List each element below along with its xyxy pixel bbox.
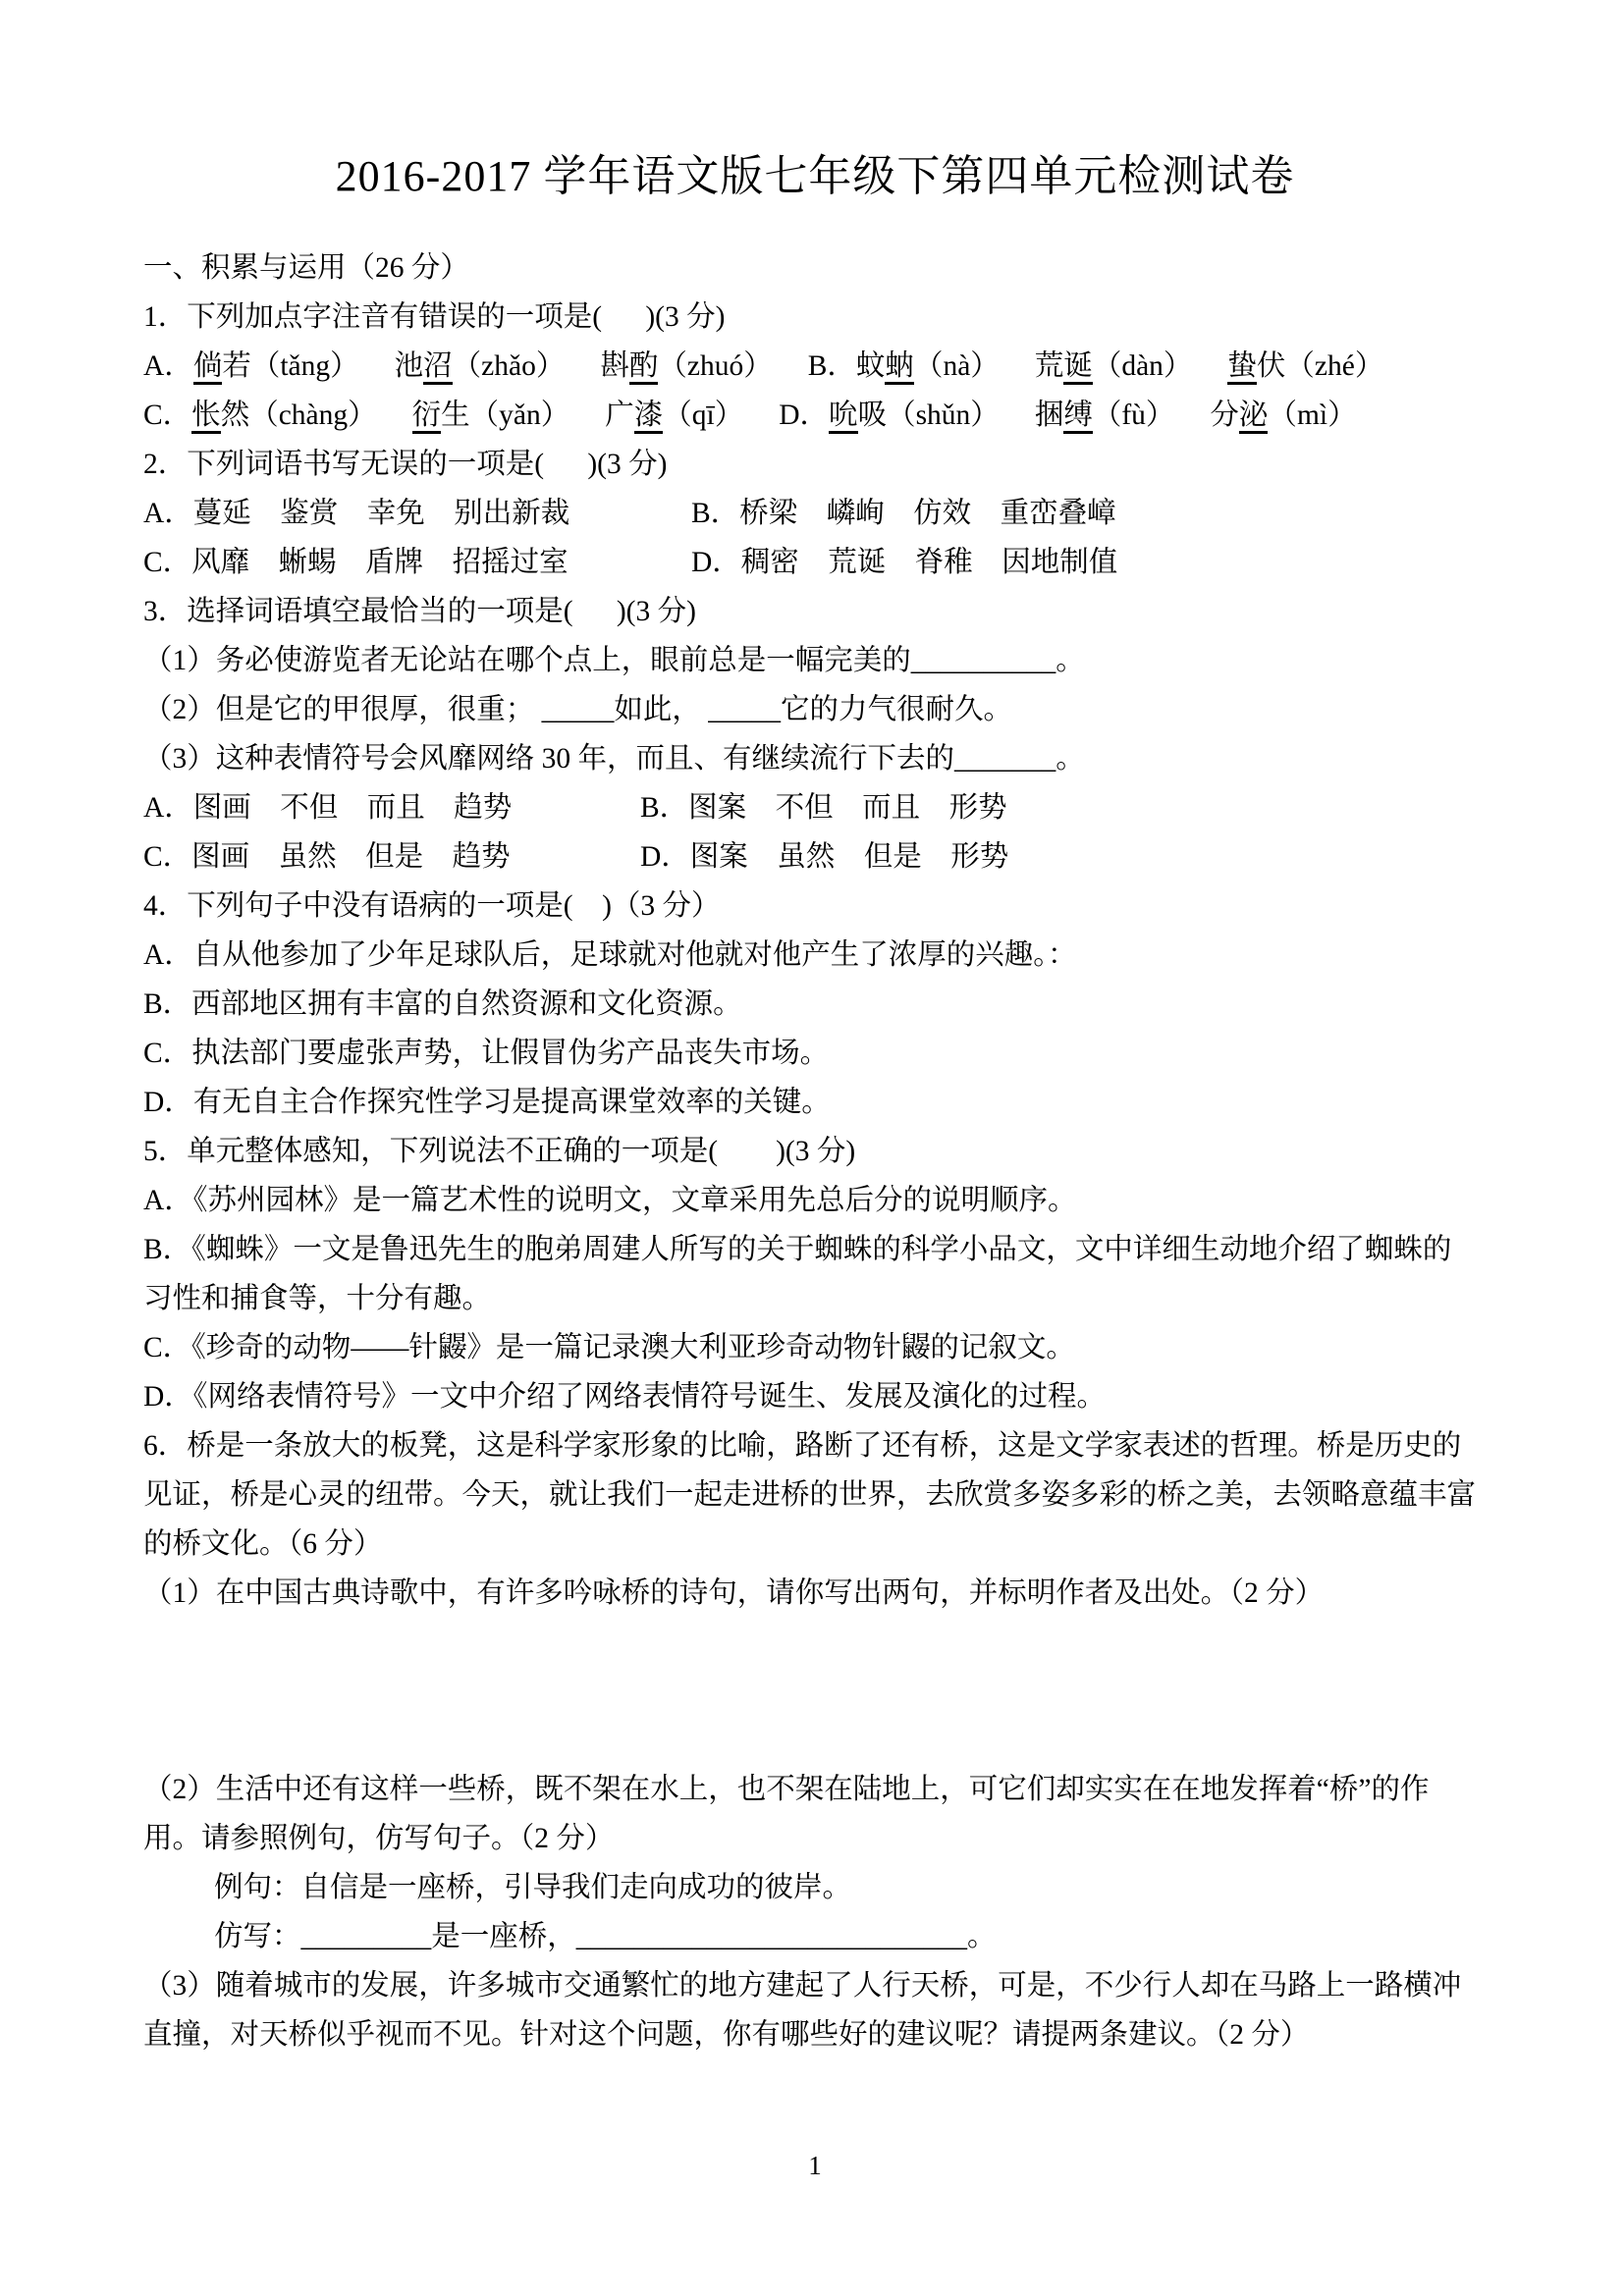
q6-imitation-blank: 仿写：_________是一座桥，___________________________。 — [214, 1921, 997, 1952]
vocab-post: （zhuó） — [658, 350, 773, 382]
vocab-underlined-char: 沼 — [423, 350, 453, 385]
vocab-item — [1035, 342, 1193, 391]
vocab-post: （fù） — [1092, 400, 1175, 431]
vocab-item — [143, 391, 377, 440]
q5-stem: 5．单元整体感知，下列说法不正确的一项是( )(3 分) — [143, 1136, 856, 1167]
q6-sub1: （1）在中国古典诗歌中，有许多吟咏桥的诗句，请你写出两句，并标明作者及出处。（2 分） — [143, 1577, 1325, 1609]
option-label: D． — [779, 400, 830, 431]
q3-option-c: C．图画 虽然 但是 趋势 — [143, 841, 511, 873]
vocab-underlined-char: 酌 — [629, 350, 659, 385]
vocab-post: （dàn） — [1092, 350, 1193, 382]
q5-option-b-line2: 习性和捕食等，十分有趣。 — [143, 1283, 492, 1314]
vocab-item — [808, 342, 1000, 391]
vocab-pre: 斟 — [600, 350, 629, 382]
q2-option-b: B．桥梁 嶙峋 仿效 重峦叠嶂 — [691, 498, 1116, 529]
vocab-item — [143, 342, 359, 391]
q3-blank-2: （2）但是它的甲很厚，很重； _____如此， _____它的力气很耐久。 — [143, 694, 1013, 725]
vocab-underlined-char: 诞 — [1063, 350, 1093, 385]
vocab-underlined-char: 倘 — [193, 350, 223, 385]
q6-sub3-line1: （3）随着城市的发展，许多城市交通繁忙的地方建起了人行天桥，可是，不少行人却在马路上一路横冲 — [143, 1970, 1462, 2002]
q6-intro-line1: 6．桥是一条放大的板凳，这是科学家形象的比喻，路断了还有桥，这是文学家表述的哲理。桥是历史的 — [143, 1430, 1462, 1462]
vocab-pre: 分 — [1210, 400, 1239, 431]
vocab-underlined-char: 漆 — [634, 400, 664, 434]
option-label: C． — [143, 400, 192, 431]
vocab-underlined-char: 蛰 — [1227, 350, 1257, 385]
vocab-underlined-char: 怅 — [191, 400, 221, 434]
q3-blank-3: （3）这种表情符号会风靡网络 30 年，而且、有继续流行下去的_______。 — [143, 743, 1085, 774]
vocab-pre: 捆 — [1034, 400, 1064, 431]
q6-example-sentence: 例句：自信是一座桥，引导我们走向成功的彼岸。 — [214, 1872, 852, 1903]
vocab-item — [1227, 342, 1383, 391]
vocab-post: 若（tǎng） — [222, 350, 359, 382]
vocab-item — [605, 391, 743, 440]
q3-options-row-cd — [143, 832, 1487, 881]
q3-stem: 3．选择词语填空最恰当的一项是( )(3 分) — [143, 596, 696, 627]
q1-stem: 1．下列加点字注音有错误的一项是( )(3 分) — [143, 301, 726, 333]
q2-options-row-cd — [143, 538, 1487, 587]
q1-options-row-ab — [143, 342, 1487, 391]
q6-sub2-line2: 用。请参照例句，仿写句子。（2 分） — [143, 1823, 615, 1854]
q2-option-c: C．风靡 蜥蜴 盾牌 招摇过室 — [143, 547, 568, 578]
q3-option-b: B．图案 不但 而且 形势 — [640, 792, 1007, 824]
q6-sub2-line1: （2）生活中还有这样一些桥，既不架在水上，也不架在陆地上，可它们却实实在在地发挥着“桥”的作 — [143, 1774, 1430, 1805]
q2-option-a: A．蔓延 鉴赏 幸免 别出新裁 — [143, 498, 570, 529]
vocab-item — [779, 391, 1000, 440]
vocab-item — [412, 391, 570, 440]
vocab-underlined-char: 衍 — [412, 400, 442, 434]
q5-option-b-line1: B．《蜘蛛》一文是鲁迅先生的胞弟周建人所写的关于蜘蛛的科学小品文，文中详细生动地介绍了蜘蛛的 — [143, 1234, 1452, 1265]
q3-option-d: D．图案 虽然 但是 形势 — [640, 841, 1009, 873]
vocab-pre: 广 — [605, 400, 634, 431]
vocab-post: 然（chàng） — [220, 400, 377, 431]
vocab-item — [1210, 391, 1356, 440]
vocab-item — [1035, 391, 1175, 440]
vocab-underlined-char: 吮 — [829, 400, 858, 434]
vocab-post: 吸（shǔn） — [857, 400, 1000, 431]
vocab-pre: 荒 — [1034, 350, 1064, 382]
vocab-post: （nà） — [913, 350, 1000, 382]
q4-option-b: B．西部地区拥有丰富的自然资源和文化资源。 — [143, 988, 742, 1020]
q2-options-row-ab — [143, 489, 1487, 538]
vocab-underlined-char: 蚋 — [885, 350, 914, 385]
q5-option-d: D．《网络表情符号》一文中介绍了网络表情符号诞生、发展及演化的过程。 — [143, 1381, 1107, 1413]
q5-option-c: C．《珍奇的动物——针鼹》是一篇记录澳大利亚珍奇动物针鼹的记叙文。 — [143, 1332, 1075, 1363]
q4-option-a: A．自从他参加了少年足球队后，足球就对他就对他产生了浓厚的兴趣。： — [143, 939, 1077, 971]
q4-option-c: C．执法部门要虚张声势，让假冒伪劣产品丧失市场。 — [143, 1038, 830, 1069]
option-label: A． — [143, 350, 193, 382]
page-title: 2016-2017 学年语文版七年级下第四单元检测试卷 — [335, 152, 1295, 200]
vocab-post: 伏（zhé） — [1256, 350, 1384, 382]
vocab-item — [600, 342, 772, 391]
q3-options-row-ab — [143, 783, 1487, 832]
q4-option-d: D．有无自主合作探究性学习是提高课堂效率的关键。 — [143, 1087, 831, 1118]
q3-blank-1: （1）务必使游览者无论站在哪个点上，眼前总是一幅完美的__________。 — [143, 645, 1085, 676]
answer-writing-space — [143, 1618, 1487, 1765]
q6-sub3-line2: 直撞，对天桥似乎视而不见。针对这个问题，你有哪些好的建议呢？请提两条建议。（2 分） — [143, 2019, 1310, 2051]
vocab-pre: 蚊 — [855, 350, 886, 382]
vocab-pre: 池 — [394, 350, 424, 382]
q6-intro-line2: 见证，桥是心灵的纽带。今天，就让我们一起走进桥的世界，去欣赏多姿多彩的桥之美，去领略意蕴丰富 — [143, 1479, 1477, 1511]
q2-stem: 2．下列词语书写无误的一项是( )(3 分) — [143, 449, 668, 480]
option-label: B． — [807, 350, 856, 382]
vocab-post: （mì） — [1268, 400, 1357, 431]
vocab-underlined-char: 缚 — [1063, 400, 1093, 434]
q6-intro-line3: 的桥文化。（6 分） — [143, 1528, 383, 1560]
q1-options-row-cd — [143, 391, 1487, 440]
vocab-post: 生（yǎn） — [441, 400, 570, 431]
vocab-underlined-char: 泌 — [1239, 400, 1269, 434]
vocab-item — [395, 342, 566, 391]
q3-option-a: A．图画 不但 而且 趋势 — [143, 792, 513, 824]
vocab-post: （zhǎo） — [452, 350, 566, 382]
q2-option-d: D．稠密 荒诞 脊稚 因地制值 — [691, 547, 1118, 578]
q4-stem: 4．下列句子中没有语病的一项是( )（3 分） — [143, 890, 721, 922]
section-heading: 一、积累与运用（26 分） — [143, 252, 469, 284]
vocab-post: （qī） — [663, 400, 744, 431]
q5-option-a: A．《苏州园林》是一篇艺术性的说明文，文章采用先总后分的说明顺序。 — [143, 1185, 1077, 1216]
page-number: 1 — [808, 2151, 822, 2180]
